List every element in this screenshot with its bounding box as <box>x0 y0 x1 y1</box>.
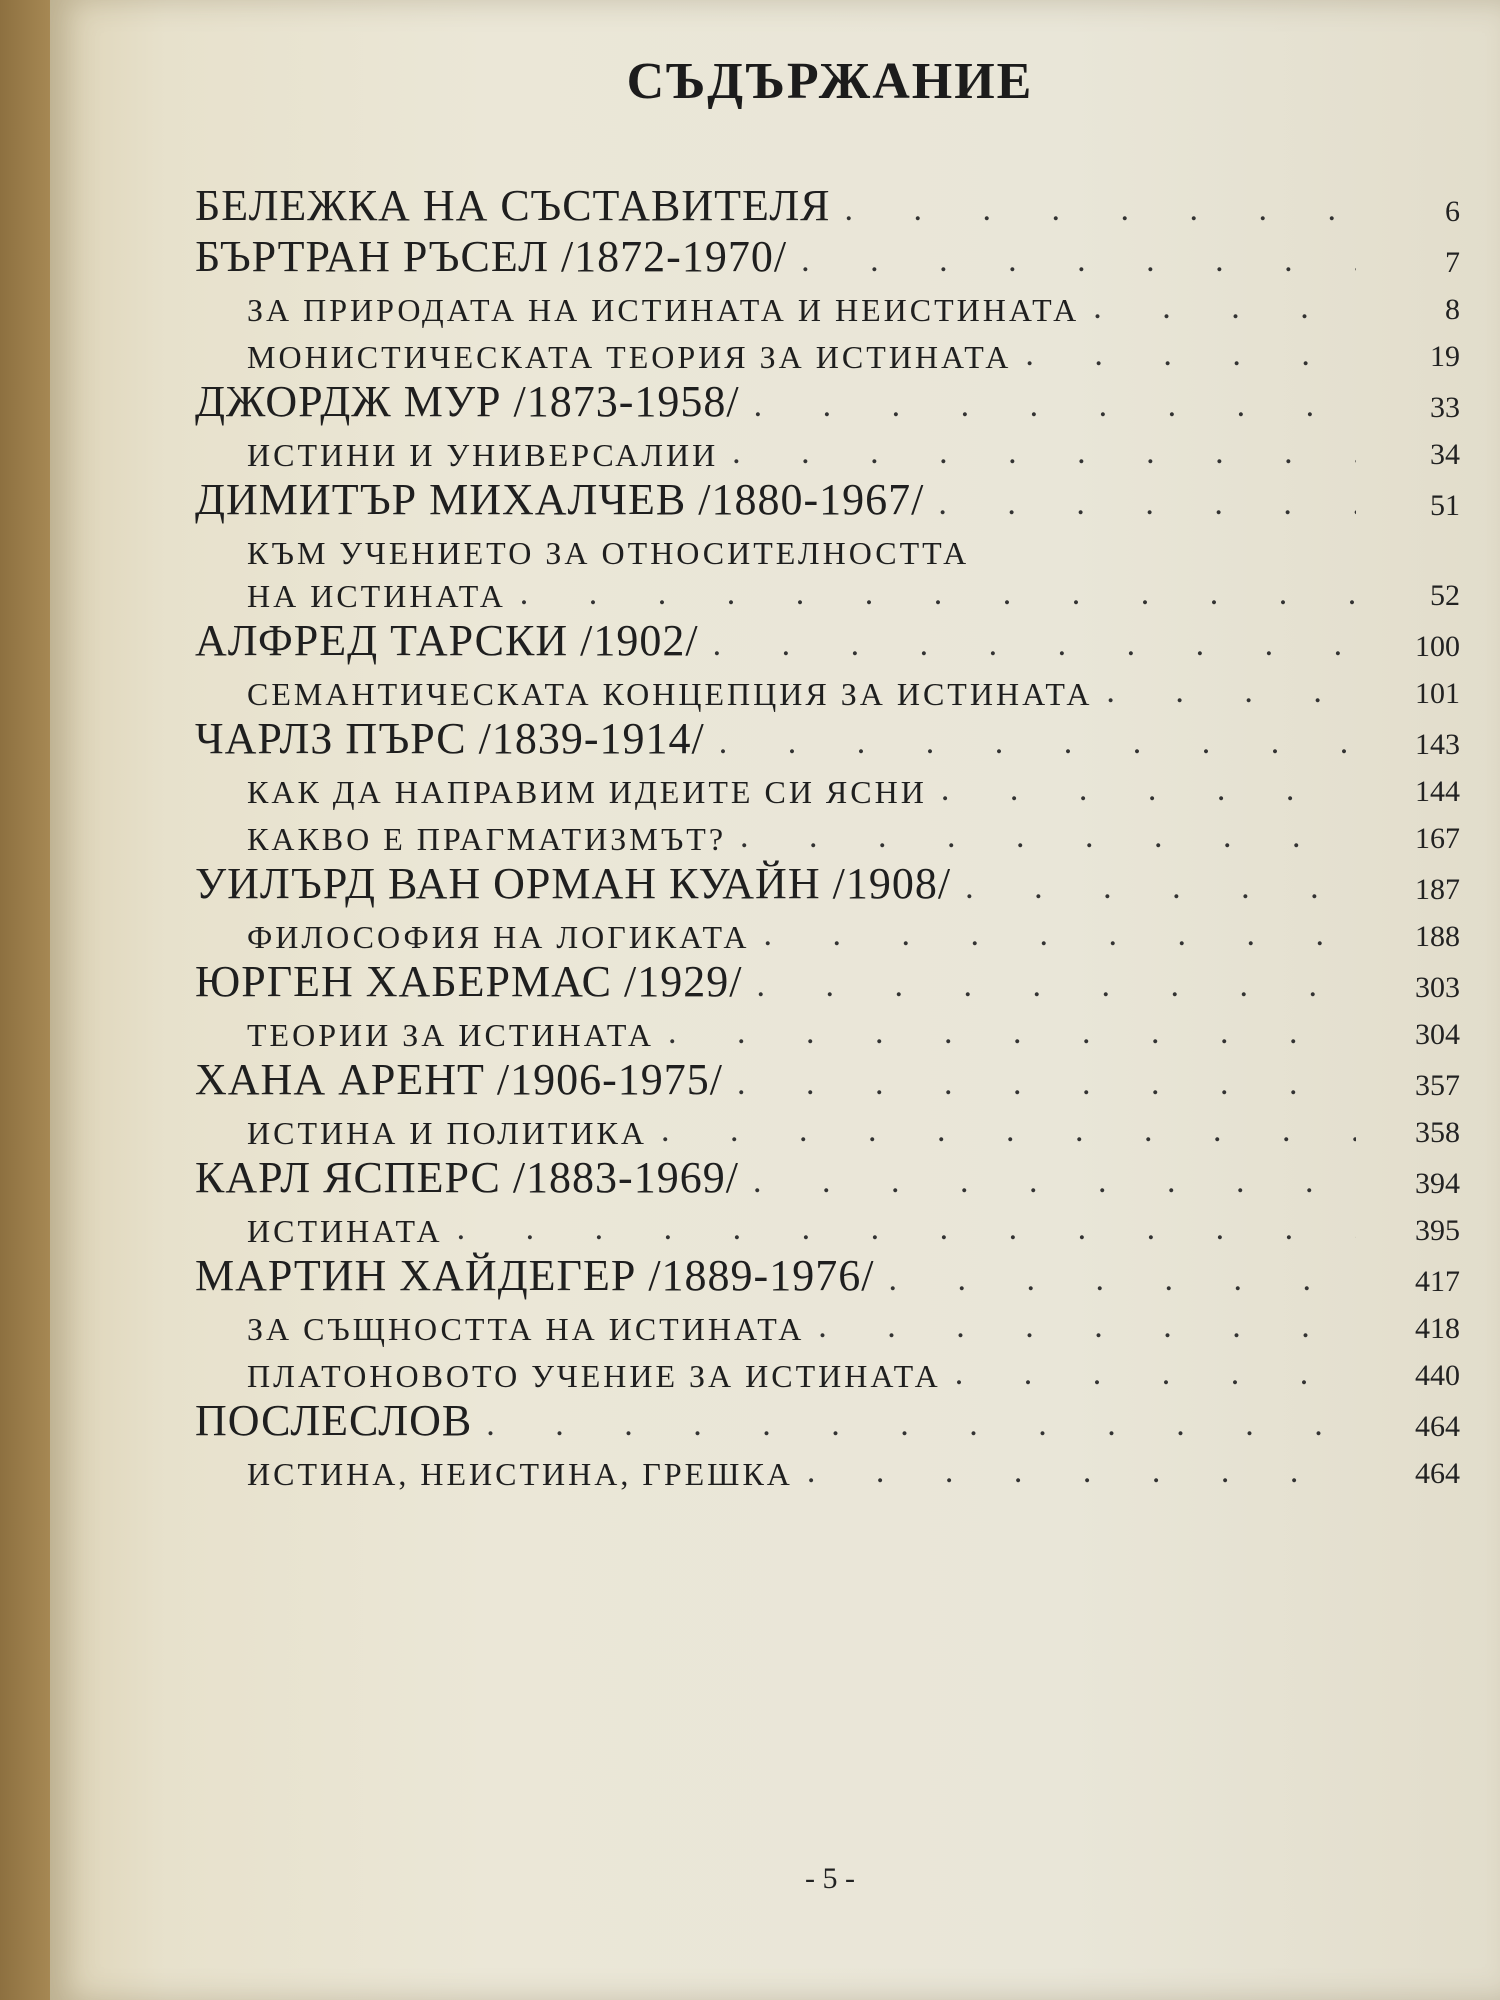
toc-entry <box>195 713 1460 764</box>
toc-entry <box>195 1250 1460 1301</box>
dot-leader <box>807 1455 1356 1493</box>
toc-subentry-title: КАКВО Е ПРАГМАТИЗМЪТ? <box>247 821 727 857</box>
toc-subentry-title: ИСТИНИ И УНИВЕРСАЛИИ <box>247 437 719 473</box>
toc-subentry <box>195 909 1460 956</box>
dot-leader <box>965 871 1356 909</box>
toc-subentry <box>195 764 1460 811</box>
toc-subentry-title: ИСТИНА, НЕИСТИНА, ГРЕШКА <box>247 1456 793 1492</box>
toc-entry-page: 100 <box>1415 630 1460 663</box>
toc-entry-title: КАРЛ ЯСПЕРС /1883-1969/ <box>195 1153 739 1202</box>
dot-leader <box>457 1212 1356 1250</box>
page-number: - 5 - <box>805 1862 855 1895</box>
toc-entry-page: 394 <box>1415 1167 1460 1200</box>
dot-leader <box>668 1016 1356 1054</box>
toc-entry-title: МАРТИН ХАЙДЕГЕР /1889-1976/ <box>195 1251 875 1300</box>
toc-entry-title: ЮРГЕН ХАБЕРМАС /1929/ <box>195 957 743 1006</box>
toc-entry <box>195 956 1460 1007</box>
toc-subentry <box>195 811 1460 858</box>
toc-subentry-page: 19 <box>1430 340 1460 373</box>
toc-entry-page: 464 <box>1415 1410 1460 1443</box>
toc-subentry <box>195 427 1460 474</box>
toc-subentry <box>195 282 1460 329</box>
dot-leader <box>888 1263 1356 1301</box>
toc-subentry-page: 304 <box>1415 1018 1460 1051</box>
dot-leader <box>845 193 1356 231</box>
dot-leader <box>740 820 1356 858</box>
toc-entry-page: 143 <box>1415 728 1460 761</box>
toc-subentry <box>195 329 1460 376</box>
toc-subentry <box>195 525 1460 572</box>
toc-subentry-page: 395 <box>1415 1214 1460 1247</box>
toc-entry-page: 51 <box>1430 489 1460 522</box>
toc-subentry-page: 8 <box>1445 293 1460 326</box>
dot-leader <box>938 487 1356 525</box>
dot-leader <box>818 1310 1356 1348</box>
dot-leader <box>764 918 1356 956</box>
toc-entry-title: УИЛЪРД ВАН ОРМАН КУАЙН /1908/ <box>195 859 952 908</box>
page-title: СЪДЪРЖАНИЕ <box>626 53 1034 110</box>
toc-entry <box>195 858 1460 909</box>
dot-leader <box>661 1114 1356 1152</box>
toc-entry <box>195 1152 1460 1203</box>
dot-leader <box>737 1067 1356 1105</box>
toc-subentry-page: 188 <box>1415 920 1460 953</box>
dot-leader <box>1093 291 1356 329</box>
toc-entry-page: 33 <box>1430 391 1460 424</box>
toc-entry-title: БЪРТРАН РЪСЕЛ /1872-1970/ <box>195 232 788 281</box>
dot-leader <box>732 436 1356 474</box>
toc-entry <box>195 1054 1460 1105</box>
dot-leader <box>955 1357 1356 1395</box>
toc-entry-title: ДИМИТЪР МИХАЛЧЕВ /1880-1967/ <box>195 475 925 524</box>
toc-entry <box>195 474 1460 525</box>
book-page <box>50 0 1500 2000</box>
toc-subentry <box>195 1203 1460 1250</box>
toc-subentry-page: 418 <box>1415 1312 1460 1345</box>
toc-entry-page: 417 <box>1415 1265 1460 1298</box>
toc-subentry <box>195 1348 1460 1395</box>
toc-entry-title: ПОСЛЕСЛОВ <box>195 1396 473 1445</box>
toc-entry-title: АЛФРЕД ТАРСКИ /1902/ <box>195 616 699 665</box>
dot-leader <box>1106 675 1356 713</box>
dot-leader <box>719 726 1356 764</box>
toc-subentry-page: 464 <box>1415 1457 1460 1490</box>
toc-subentry-title: ТЕОРИИ ЗА ИСТИНАТА <box>247 1017 654 1053</box>
toc-subentry-title: КАК ДА НАПРАВИМ ИДЕИТЕ СИ ЯСНИ <box>247 774 927 810</box>
dot-leader <box>1025 338 1356 376</box>
toc-subentry-page: 358 <box>1415 1116 1460 1149</box>
toc-entry-page: 7 <box>1445 246 1460 279</box>
toc-subentry-title: СЕМАНТИЧЕСКАТА КОНЦЕПЦИЯ ЗА ИСТИНАТА <box>247 676 1093 712</box>
toc-entry <box>195 1395 1460 1446</box>
toc-entry <box>195 180 1460 231</box>
toc-subentry-page: 440 <box>1415 1359 1460 1392</box>
toc-subentry-title: ФИЛОСОФИЯ НА ЛОГИКАТА <box>247 919 750 955</box>
toc-entry-title: ЧАРЛЗ ПЪРС /1839-1914/ <box>195 714 705 763</box>
dot-leader <box>756 969 1356 1007</box>
toc-subentry <box>195 1105 1460 1152</box>
toc-subentry-title: НА ИСТИНАТА <box>247 578 506 614</box>
toc-entry-title: БЕЛЕЖКА НА СЪСТАВИТЕЛЯ <box>195 181 831 230</box>
toc-subentry-title: ИСТИНАТА <box>247 1213 443 1249</box>
toc-entry-page: 187 <box>1415 873 1460 906</box>
dot-leader <box>520 577 1356 615</box>
toc-entry-title: ХАНА АРЕНТ /1906-1975/ <box>195 1055 723 1104</box>
toc-entry-title: ДЖОРДЖ МУР /1873-1958/ <box>195 377 740 426</box>
toc-entry <box>195 231 1460 282</box>
dot-leader <box>801 244 1356 282</box>
dot-leader <box>753 1165 1356 1203</box>
toc-subentry-title: ЗА ПРИРОДАТА НА ИСТИНАТА И НЕИСТИНАТА <box>247 292 1080 328</box>
toc-entry-page: 6 <box>1445 195 1460 228</box>
dot-leader <box>713 628 1356 666</box>
toc-subentry-title: ИСТИНА И ПОЛИТИКА <box>247 1115 647 1151</box>
dot-leader <box>486 1408 1356 1446</box>
toc-subentry <box>195 666 1460 713</box>
toc-subentry-page: 34 <box>1430 438 1460 471</box>
toc-entry-page: 303 <box>1415 971 1460 1004</box>
toc-subentry-page: 144 <box>1415 775 1460 808</box>
toc-subentry <box>195 572 1460 615</box>
dot-leader <box>754 389 1356 427</box>
toc-subentry-title: МОНИСТИЧЕСКАТА ТЕОРИЯ ЗА ИСТИНАТА <box>247 339 1012 375</box>
toc-subentry <box>195 1446 1460 1493</box>
toc-entry-page: 357 <box>1415 1069 1460 1102</box>
toc-entry <box>195 615 1460 666</box>
toc-subentry <box>195 1007 1460 1054</box>
toc-entry <box>195 376 1460 427</box>
table-of-contents <box>195 180 1460 1493</box>
toc-subentry-page: 52 <box>1430 579 1460 612</box>
toc-subentry-title: КЪМ УЧЕНИЕТО ЗА ОТНОСИТЕЛНОСТТА <box>247 535 970 571</box>
toc-subentry <box>195 1301 1460 1348</box>
toc-subentry-title: ПЛАТОНОВОТО УЧЕНИЕ ЗА ИСТИНАТА <box>247 1358 941 1394</box>
toc-subentry-title: ЗА СЪЩНОСТТА НА ИСТИНАТА <box>247 1311 805 1347</box>
toc-subentry-page: 167 <box>1415 822 1460 855</box>
dot-leader <box>941 773 1356 811</box>
toc-subentry-page: 101 <box>1415 677 1460 710</box>
